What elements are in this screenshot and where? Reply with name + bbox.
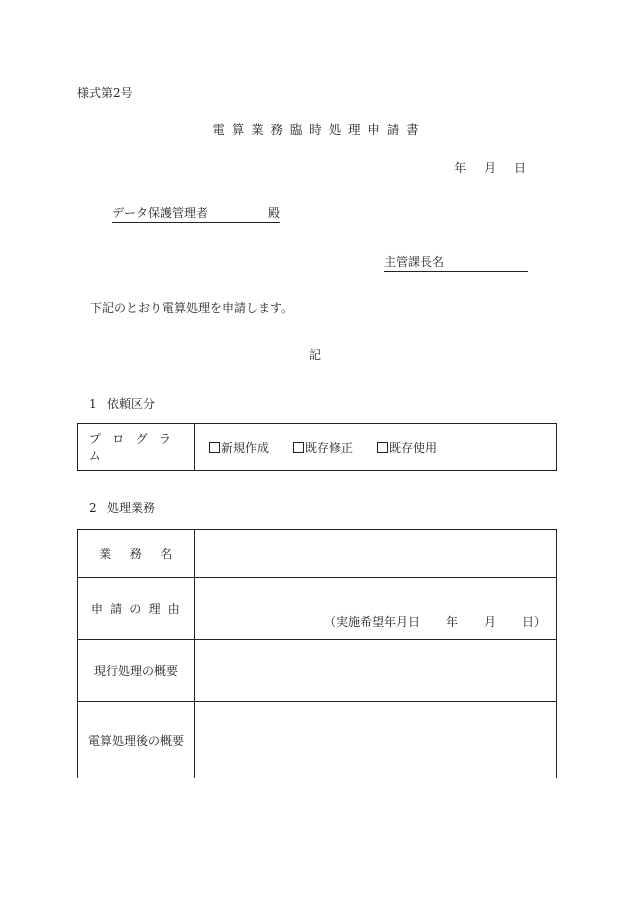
section-2-title: 処理業務	[107, 501, 156, 515]
desired-date-prefix: （実施希望年月日	[323, 615, 420, 629]
option-existing[interactable]	[377, 439, 437, 456]
manager-name-label: 主管課長名	[384, 255, 445, 269]
section-1-heading	[89, 396, 155, 412]
ki-heading: 記	[308, 348, 321, 362]
current-process-field[interactable]	[195, 640, 556, 701]
program-label: プログラム	[88, 432, 183, 463]
addressee-line	[112, 205, 280, 223]
section-2-heading	[89, 500, 155, 516]
reason-row	[78, 577, 556, 639]
section-1-title: 依頼区分	[107, 397, 156, 411]
program-label-cell	[78, 424, 195, 470]
option-new[interactable]	[209, 439, 269, 456]
business-name-label: 業務名	[99, 547, 191, 561]
section-1-number: 1	[89, 397, 97, 411]
reason-field[interactable]	[195, 578, 556, 639]
current-process-row	[78, 639, 556, 701]
program-options-cell	[195, 424, 556, 470]
intro-text: 下記のとおり電算処理を申請します。	[90, 301, 294, 315]
section-2-number: 2	[89, 501, 97, 515]
current-process-label: 現行処理の概要	[93, 664, 178, 678]
date-day-label: 日	[513, 161, 526, 175]
application-date	[440, 160, 526, 176]
after-process-field[interactable]	[195, 702, 556, 778]
reason-label-cell	[78, 578, 195, 639]
after-process-label: 電算処理後の概要	[87, 733, 184, 748]
program-row	[78, 424, 556, 470]
reason-label: 申請の理由	[90, 602, 187, 616]
manager-name-line	[384, 254, 528, 272]
checkbox-icon[interactable]	[293, 442, 304, 453]
option-modify-label: 既存修正	[305, 440, 354, 455]
option-new-label: 新規作成	[221, 440, 270, 455]
business-name-label-cell	[78, 530, 195, 577]
request-type-table	[77, 423, 557, 471]
business-name-row	[78, 530, 556, 577]
desired-date-day: 日）	[521, 615, 546, 629]
desired-date-year: 年	[445, 615, 458, 629]
current-process-label-cell	[78, 640, 195, 701]
addressee-honorific: 殿	[268, 206, 281, 220]
document-title: 電算業務臨時処理申請書	[212, 122, 426, 137]
addressee-label: データ保護管理者	[112, 206, 209, 220]
checkbox-icon[interactable]	[377, 442, 388, 453]
option-modify[interactable]	[293, 439, 353, 456]
business-name-field[interactable]	[195, 530, 556, 577]
date-year-label: 年	[454, 161, 467, 175]
desired-date	[324, 613, 546, 630]
after-process-label-cell	[78, 702, 195, 778]
date-month-label: 月	[484, 161, 497, 175]
after-process-row	[78, 701, 556, 778]
form-number: 様式第2号	[77, 86, 133, 100]
desired-date-month: 月	[483, 615, 496, 629]
processing-table	[77, 529, 557, 778]
option-existing-label: 既存使用	[389, 440, 438, 455]
checkbox-icon[interactable]	[209, 442, 220, 453]
